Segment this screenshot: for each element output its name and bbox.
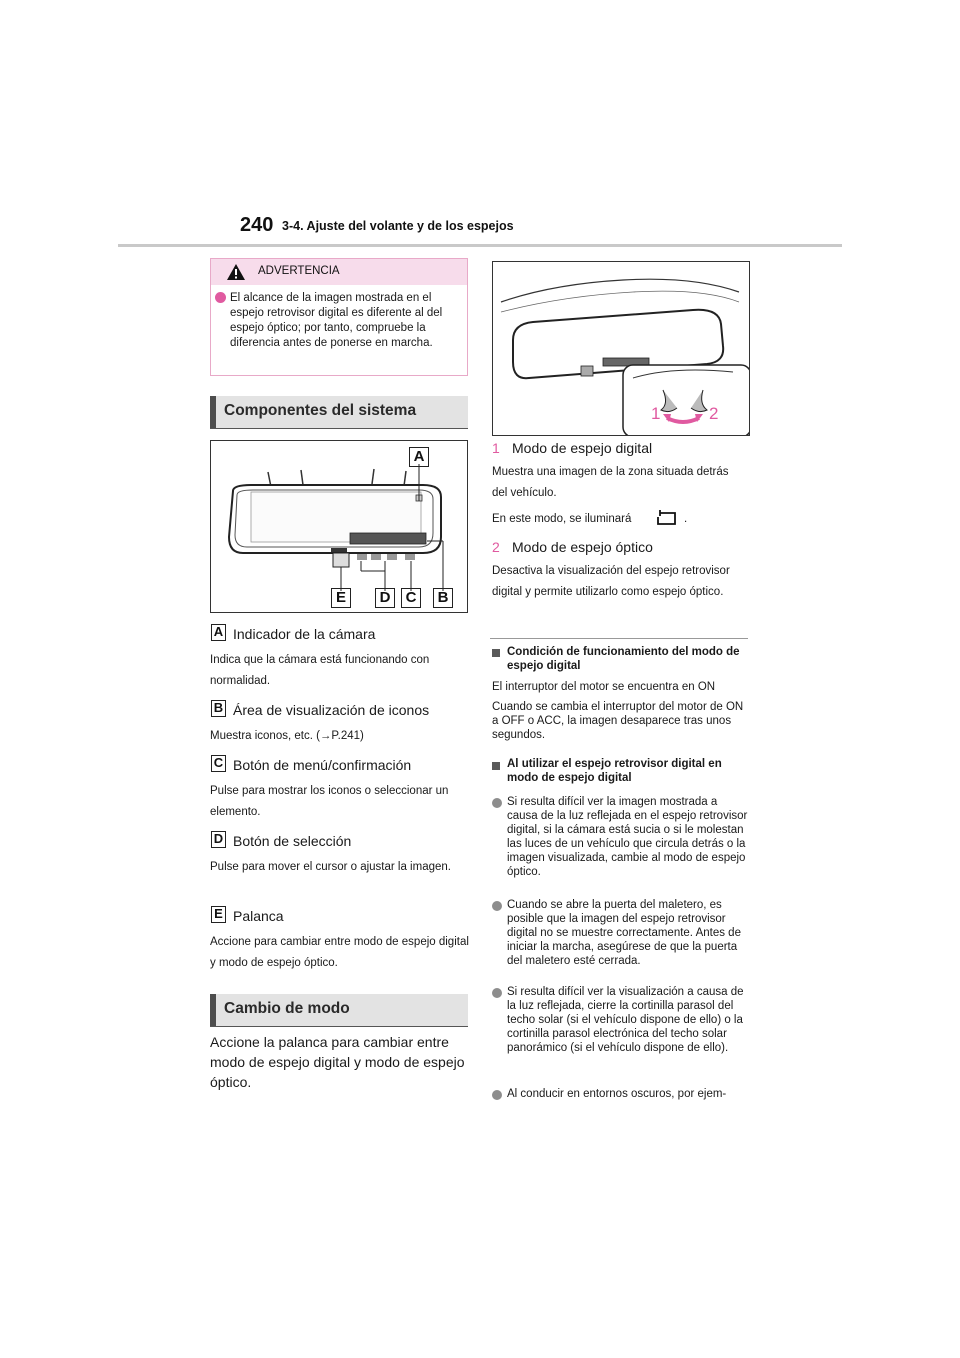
bullet-icon [215, 292, 226, 303]
note-heading-1: Condición de funcionamiento del modo de espejo digital [507, 646, 740, 672]
note-bullet-1: Si resulta difícil ver la imagen mostrada a causa de la luz reflejada en el espejo retrovisor digital, si la cámara está sucia o si le molestan las luces de un vehículo que circula detrás o la imagen visualizada, cambie al modo de espejo óptico. [507, 796, 748, 878]
component-text-d: Pulse para mover el cursor o ajustar la imagen. [210, 861, 451, 873]
heading-square-icon [492, 762, 500, 770]
note-text-2: Cuando se cambia el interruptor del motor de ON a OFF o ACC, la imagen desaparece tras unos segundos. [492, 701, 744, 741]
mode-text-1: Muestra una imagen de la zona situada detrás del vehículo. [492, 466, 729, 499]
figure-mirror-lever [492, 261, 750, 436]
figure-mirror-components [210, 440, 468, 613]
section-title-mode: Cambio de modo [224, 1000, 350, 1017]
component-text-c: Pulse para mostrar los iconos o seleccionar un elemento. [210, 785, 449, 818]
figure-label-b: B [433, 588, 453, 608]
figure-label-c: C [401, 588, 421, 608]
section-title: 3-4. Ajuste del volante y de los espejos [282, 219, 514, 233]
section-header-components [210, 396, 468, 428]
note-bullet-3: Si resulta difícil ver la visualización a causa de la luz reflejada, cierre la cortinilla parasol del techo solar (si el vehículo dispone de ello) o la cortinilla parasol electrónica del techo solar panorámico (si el vehículo dispone de ello). [507, 986, 744, 1054]
label-b-icon: B [211, 700, 226, 717]
lever-label-1: 1 [651, 404, 661, 423]
lever-label-2: 2 [709, 404, 719, 423]
divider [490, 638, 748, 639]
bullet-icon [492, 988, 502, 998]
digital-mode-indicator-icon [655, 508, 679, 526]
warning-icon [226, 263, 246, 281]
section-header-mode [210, 994, 468, 1026]
note-bullet-4: Al conducir en entornos oscuros, por ejem- [507, 1088, 727, 1100]
note-text-1: El interruptor del motor se encuentra en ON [492, 681, 716, 693]
mode-title-2: Modo de espejo óptico [512, 539, 653, 555]
heading-square-icon [492, 649, 500, 657]
bullet-icon [492, 901, 502, 911]
header-rule [118, 244, 842, 247]
component-title-a: Indicador de la cámara [233, 626, 376, 642]
figure-label-d: D [375, 588, 395, 608]
label-c-icon: C [211, 755, 226, 772]
figure-label-e: E [331, 588, 351, 608]
component-title-d: Botón de selección [233, 833, 352, 849]
component-text-b: Muestra iconos, etc. (→P.241) [210, 730, 364, 742]
page-number: 240 [240, 214, 274, 236]
component-text-e: Accione para cambiar entre modo de espejo digital y modo de espejo óptico. [210, 936, 469, 969]
component-title-e: Palanca [233, 908, 284, 924]
component-title-b: Área de visualización de iconos [233, 702, 430, 718]
note-heading-2: Al utilizar el espejo retrovisor digital en modo de espejo digital [507, 758, 722, 784]
mode-change-text: Accione la palanca para cambiar entre modo de espejo digital y modo de espejo óptico. [210, 1034, 465, 1090]
component-title-c: Botón de menú/confirmación [233, 757, 412, 773]
mode-number-2: 2 [492, 539, 500, 555]
mode-number-1: 1 [492, 440, 500, 456]
warning-text: El alcance de la imagen mostrada en el espejo retrovisor digital es diferente al del espejo óptico; por tanto, compruebe la diferencia antes de ponerse en marcha. [230, 292, 443, 349]
mode-title-1: Modo de espejo digital [512, 440, 653, 456]
bullet-icon [492, 798, 502, 808]
label-a-icon: A [211, 624, 226, 641]
note-bullet-2: Cuando se abre la puerta del maletero, es posible que la imagen del espejo retrovisor digital no se muestre correctamente. Antes de iniciar la marcha, asegúrese de que la puerta del maletero esté cerrada. [507, 899, 741, 967]
mode-text-1b-end: . [684, 513, 688, 525]
mode-text-1b: En este modo, se iluminará [492, 513, 632, 525]
figure-label-a: A [409, 447, 429, 467]
label-d-icon: D [211, 831, 226, 848]
mode-text-2: Desactiva la visualización del espejo retrovisor digital y permite utilizarlo como espejo óptico. [492, 565, 730, 598]
component-text-a: Indica que la cámara está funcionando con normalidad. [210, 654, 430, 687]
warning-title: ADVERTENCIA [258, 265, 340, 277]
bullet-icon [492, 1090, 502, 1100]
section-title-components: Componentes del sistema [224, 402, 417, 419]
label-e-icon: E [211, 906, 226, 923]
